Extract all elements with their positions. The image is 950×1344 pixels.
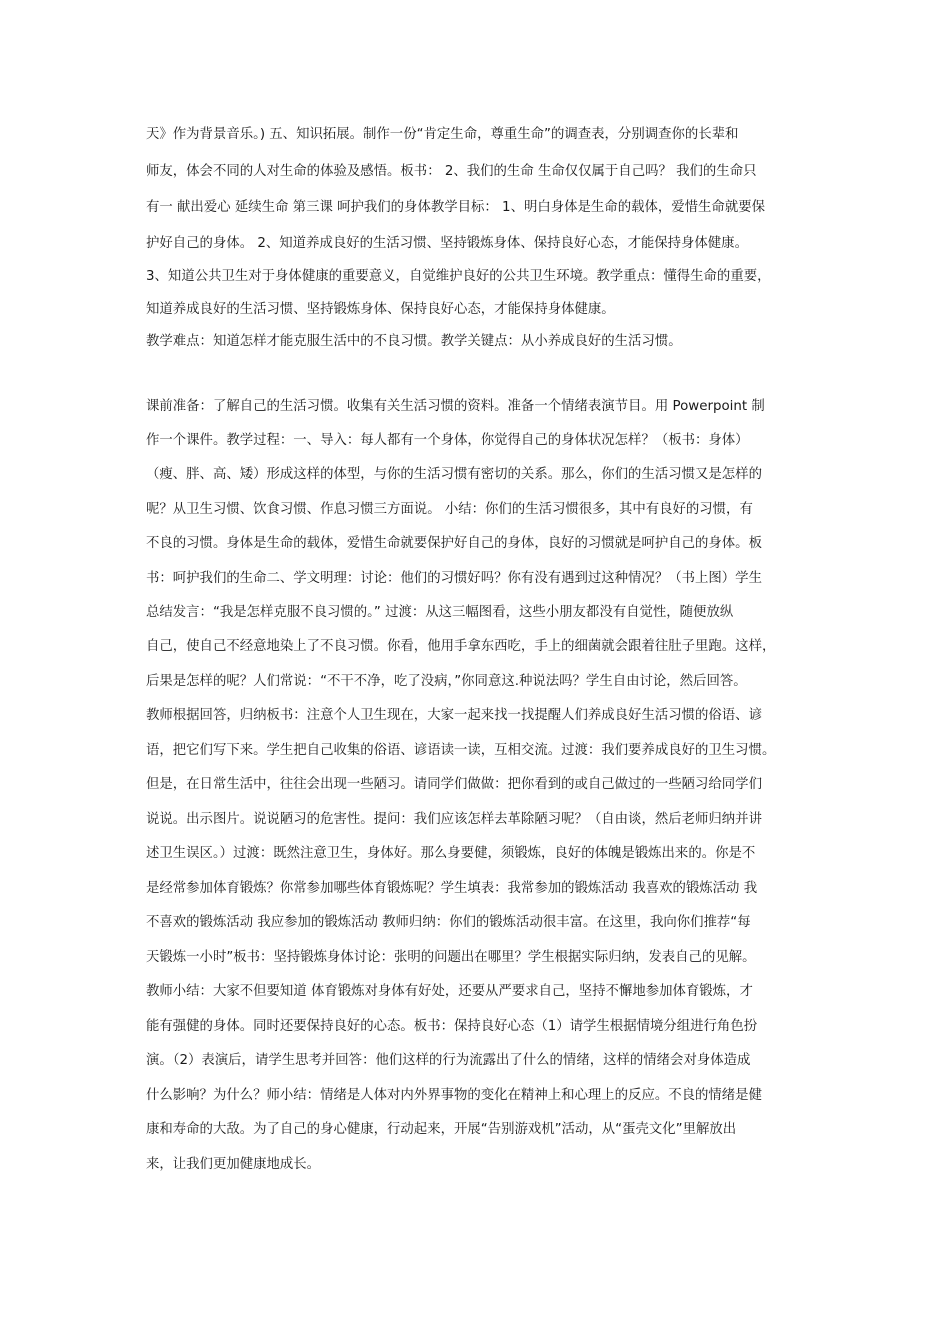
text-line: 教师小结：大家不但要知道 体育锻炼对身体有好处，还要从严要求自己，坚持不懈地参加体育锻炼，才 — [146, 984, 753, 999]
text-line: 作一个课件。教学过程：一、导入：每人都有一个身体，你觉得自己的身体状况怎样？（板书：身体） — [146, 433, 749, 448]
text-line: 课前准备：了解自己的生活习惯。收集有关生活习惯的资料。准备一个情绪表演节目。用 Powerpoint 制 — [146, 399, 765, 414]
text-line: 但是，在日常生活中，往往会出现一些陋习。请同学们做做：把你看到的或自己做过的一些陋习给同学们 — [146, 777, 762, 792]
text-line: 有一 献出爱心 延续生命 第三课 呵护我们的身体教学目标： 1、明白身体是生命的载体，爱惜生命就要保 — [146, 200, 765, 215]
text-line: 知道养成良好的生活习惯、坚持锻炼身体、保持良好心态，才能保持身体健康。 — [146, 302, 615, 317]
text-line: 来，让我们更加健康地成长。 — [146, 1157, 321, 1172]
text-line: 述卫生误区。）过渡：既然注意卫生，身体好。那么身要健，须锻炼，良好的体魄是锻炼出来的。你是不 — [146, 846, 756, 861]
text-line: 说说。出示图片。说说陋习的危害性。提问：我们应该怎样去革除陋习呢？（自由谈，然后老师归纳并讲 — [146, 812, 762, 827]
text-line: 护好自己的身体。 2、知道养成良好的生活习惯、坚持锻炼身体、保持良好心态，才能保持身体健康。 — [146, 236, 748, 251]
text-line: 是经常参加体育锻炼？你常参加哪些体育锻炼呢？学生填表：我常参加的锻炼活动 我喜欢的锻炼活动 我 — [146, 881, 758, 896]
text-line: 3、知道公共卫生对于身体健康的重要意义，自觉维护良好的公共卫生环境。教学重点：懂得生命的重要， — [146, 269, 771, 284]
text-line: 什么影响？为什么？师小结：情绪是人体对内外界事物的变化在精神上和心理上的反应。不良的情绪是健 — [146, 1088, 762, 1103]
text-line: 书：呵护我们的生命二、学文明理：讨论：他们的习惯好吗？你有没有遇到过这种情况？（书上图）学生 — [146, 571, 762, 586]
text-line: 能有强健的身体。同时还要保持良好的心态。板书：保持良好心态（1）请学生根据情境分组进行角色扮 — [146, 1019, 758, 1034]
text-line: 总结发言：“我是怎样克服不良习惯的。” 过渡：从这三幅图看，这些小朋友都没有自觉性，随便放纵 — [146, 605, 734, 620]
text-line: 天》作为背景音乐。) 五、知识拓展。制作一份“肯定生命，尊重生命”的调查表，分别调查你的长辈和 — [146, 127, 739, 142]
text-line: 教学难点：知道怎样才能克服生活中的不良习惯。教学关键点：从小养成良好的生活习惯。 — [146, 334, 682, 349]
text-line: 语，把它们写下来。学生把自己收集的俗语、谚语读一读，互相交流。过渡：我们要养成良好的卫生习惯。 — [146, 743, 776, 758]
text-line: 演。（2）表演后，请学生思考并回答：他们这样的行为流露出了什么的情绪，这样的情绪会对身体造成 — [146, 1053, 751, 1068]
text-line: 自己，使自己不经意地染上了不良习惯。你看，他用手拿东西吃，手上的细菌就会跟着往肚子里跑。这样， — [146, 639, 776, 654]
text-line: 教师根据回答，归纳板书：注意个人卫生现在，大家一起来找一找提醒人们养成良好生活习惯的俗语、谚 — [146, 708, 762, 723]
text-line: 师友，体会不同的人对生命的体验及感悟。板书： 2、我们的生命 生命仅仅属于自己吗？ 我们的生命只 — [146, 164, 757, 179]
text-line: 后果是怎样的呢？人们常说：“不干不净，吃了没病，”你同意这.种说法吗？学生自由讨论，然后回答。 — [146, 674, 747, 689]
text-line: （瘦、胖、高、矮）形成这样的体型，与你的生活习惯有密切的关系。那么，你们的生活习惯又是怎样的 — [146, 467, 762, 482]
text-line: 不喜欢的锻炼活动 我应参加的锻炼活动 教师归纳：你们的锻炼活动很丰富。在这里，我向你们推荐“每 — [146, 915, 751, 930]
text-line: 康和寿命的大敌。为了自己的身心健康，行动起来，开展“告别游戏机”活动，从“蛋壳文化”里解放出 — [146, 1122, 737, 1137]
text-line: 不良的习惯。身体是生命的载体，爱惜生命就要保护好自己的身体，良好的习惯就是呵护自己的身体。板 — [146, 536, 762, 551]
text-line: 天锻炼一小时”板书：坚持锻炼身体讨论：张明的问题出在哪里？学生根据实际归纳，发表自己的见解。 — [146, 950, 756, 965]
text-line: 呢？从卫生习惯、饮食习惯、作息习惯三方面说。 小结：你们的生活习惯很多，其中有良好的习惯，有 — [146, 502, 753, 517]
